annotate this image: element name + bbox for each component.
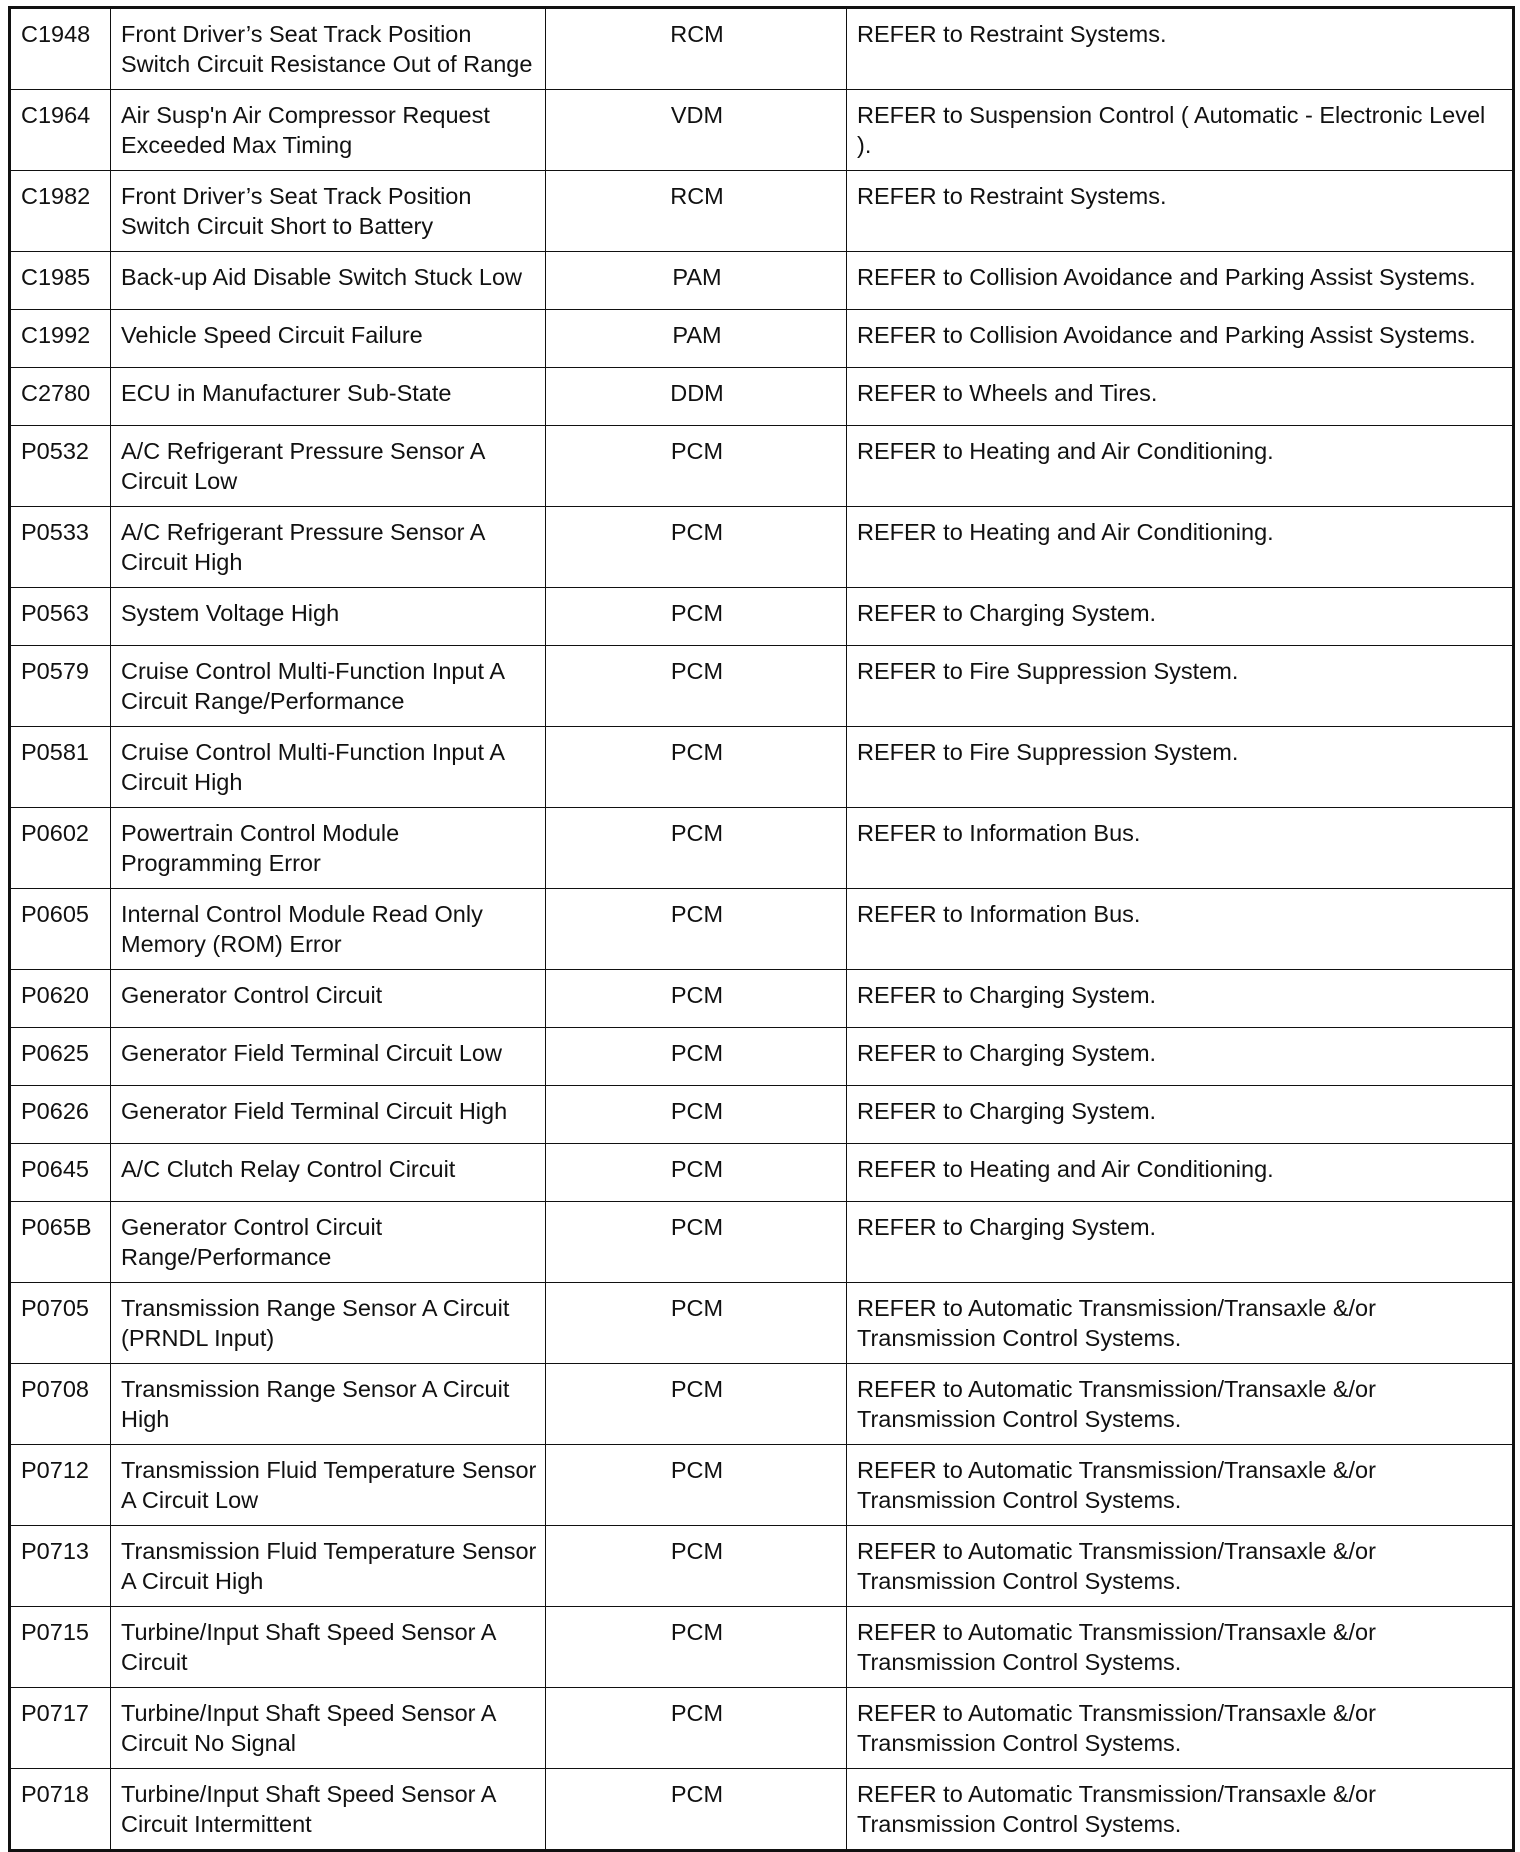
- module-cell: PCM: [546, 1364, 847, 1445]
- module-cell: PCM: [546, 1607, 847, 1688]
- module-cell: RCM: [546, 171, 847, 252]
- module-cell: PCM: [546, 1688, 847, 1769]
- table-row: [10, 171, 1514, 252]
- dtc-code-cell: P0712: [10, 1445, 111, 1526]
- dtc-code-cell: C1992: [10, 310, 111, 368]
- table-row: [10, 727, 1514, 808]
- dtc-code-cell: P0713: [10, 1526, 111, 1607]
- module-cell: PCM: [546, 426, 847, 507]
- dtc-code-cell: P0718: [10, 1769, 111, 1851]
- description-cell: Vehicle Speed Circuit Failure: [111, 310, 546, 368]
- description-cell: Back-up Aid Disable Switch Stuck Low: [111, 252, 546, 310]
- action-cell: REFER to Fire Suppression System.: [847, 727, 1514, 808]
- dtc-code-cell: P0626: [10, 1086, 111, 1144]
- module-cell: PCM: [546, 808, 847, 889]
- action-cell: REFER to Heating and Air Conditioning.: [847, 507, 1514, 588]
- module-cell: PCM: [546, 1086, 847, 1144]
- dtc-code-cell: P0532: [10, 426, 111, 507]
- table-row: [10, 970, 1514, 1028]
- dtc-code-cell: P0705: [10, 1283, 111, 1364]
- table-row: [10, 310, 1514, 368]
- table-row: [10, 1769, 1514, 1851]
- description-cell: Generator Control Circuit: [111, 970, 546, 1028]
- action-cell: REFER to Automatic Transmission/Transaxle &/or Transmission Control Systems.: [847, 1445, 1514, 1526]
- table-row: [10, 426, 1514, 507]
- dtc-code-cell: P0533: [10, 507, 111, 588]
- description-cell: Generator Control Circuit Range/Performance: [111, 1202, 546, 1283]
- description-cell: Air Susp'n Air Compressor Request Exceeded Max Timing: [111, 90, 546, 171]
- description-cell: Generator Field Terminal Circuit High: [111, 1086, 546, 1144]
- action-cell: REFER to Information Bus.: [847, 889, 1514, 970]
- table-row: [10, 889, 1514, 970]
- dtc-code-cell: P0563: [10, 588, 111, 646]
- module-cell: DDM: [546, 368, 847, 426]
- description-cell: Turbine/Input Shaft Speed Sensor A Circuit No Signal: [111, 1688, 546, 1769]
- description-cell: Turbine/Input Shaft Speed Sensor A Circuit: [111, 1607, 546, 1688]
- dtc-code-cell: P0645: [10, 1144, 111, 1202]
- description-cell: System Voltage High: [111, 588, 546, 646]
- description-cell: Cruise Control Multi-Function Input A Circuit High: [111, 727, 546, 808]
- table-row: [10, 1086, 1514, 1144]
- module-cell: PCM: [546, 1283, 847, 1364]
- dtc-code-cell: C1982: [10, 171, 111, 252]
- dtc-code-cell: P0579: [10, 646, 111, 727]
- dtc-code-cell: P0620: [10, 970, 111, 1028]
- dtc-code-cell: P0717: [10, 1688, 111, 1769]
- action-cell: REFER to Charging System.: [847, 1028, 1514, 1086]
- dtc-code-cell: C2780: [10, 368, 111, 426]
- dtc-table: [8, 6, 1515, 1852]
- description-cell: Generator Field Terminal Circuit Low: [111, 1028, 546, 1086]
- action-cell: REFER to Charging System.: [847, 1086, 1514, 1144]
- module-cell: PCM: [546, 1526, 847, 1607]
- module-cell: PAM: [546, 310, 847, 368]
- dtc-code-cell: P0708: [10, 1364, 111, 1445]
- description-cell: Transmission Range Sensor A Circuit High: [111, 1364, 546, 1445]
- action-cell: REFER to Collision Avoidance and Parking Assist Systems.: [847, 252, 1514, 310]
- action-cell: REFER to Restraint Systems.: [847, 171, 1514, 252]
- dtc-code-cell: P0625: [10, 1028, 111, 1086]
- dtc-code-cell: C1985: [10, 252, 111, 310]
- module-cell: PCM: [546, 507, 847, 588]
- description-cell: Transmission Fluid Temperature Sensor A Circuit High: [111, 1526, 546, 1607]
- description-cell: A/C Refrigerant Pressure Sensor A Circuit High: [111, 507, 546, 588]
- action-cell: REFER to Wheels and Tires.: [847, 368, 1514, 426]
- table-row: [10, 808, 1514, 889]
- description-cell: Internal Control Module Read Only Memory (ROM) Error: [111, 889, 546, 970]
- module-cell: PCM: [546, 1202, 847, 1283]
- table-row: [10, 1526, 1514, 1607]
- table-row: [10, 90, 1514, 171]
- table-row: [10, 1283, 1514, 1364]
- action-cell: REFER to Heating and Air Conditioning.: [847, 426, 1514, 507]
- action-cell: REFER to Automatic Transmission/Transaxle &/or Transmission Control Systems.: [847, 1526, 1514, 1607]
- action-cell: REFER to Fire Suppression System.: [847, 646, 1514, 727]
- module-cell: PCM: [546, 588, 847, 646]
- description-cell: Transmission Fluid Temperature Sensor A Circuit Low: [111, 1445, 546, 1526]
- action-cell: REFER to Automatic Transmission/Transaxle &/or Transmission Control Systems.: [847, 1283, 1514, 1364]
- dtc-code-cell: P0605: [10, 889, 111, 970]
- action-cell: REFER to Collision Avoidance and Parking Assist Systems.: [847, 310, 1514, 368]
- description-cell: Front Driver’s Seat Track Position Switch Circuit Short to Battery: [111, 171, 546, 252]
- action-cell: REFER to Restraint Systems.: [847, 8, 1514, 90]
- table-row: [10, 1028, 1514, 1086]
- action-cell: REFER to Charging System.: [847, 1202, 1514, 1283]
- action-cell: REFER to Suspension Control ( Automatic - Electronic Level ).: [847, 90, 1514, 171]
- dtc-code-cell: P0602: [10, 808, 111, 889]
- table-row: [10, 588, 1514, 646]
- table-row: [10, 1202, 1514, 1283]
- dtc-code-cell: P0715: [10, 1607, 111, 1688]
- description-cell: A/C Refrigerant Pressure Sensor A Circuit Low: [111, 426, 546, 507]
- dtc-code-cell: C1964: [10, 90, 111, 171]
- module-cell: PCM: [546, 646, 847, 727]
- description-cell: Front Driver’s Seat Track Position Switch Circuit Resistance Out of Range: [111, 8, 546, 90]
- table-row: [10, 1364, 1514, 1445]
- description-cell: Transmission Range Sensor A Circuit (PRNDL Input): [111, 1283, 546, 1364]
- table-row: [10, 507, 1514, 588]
- module-cell: PCM: [546, 1445, 847, 1526]
- action-cell: REFER to Automatic Transmission/Transaxle &/or Transmission Control Systems.: [847, 1688, 1514, 1769]
- table-row: [10, 1688, 1514, 1769]
- table-row: [10, 1445, 1514, 1526]
- action-cell: REFER to Charging System.: [847, 588, 1514, 646]
- dtc-code-cell: P0581: [10, 727, 111, 808]
- module-cell: PCM: [546, 1144, 847, 1202]
- module-cell: RCM: [546, 8, 847, 90]
- module-cell: PCM: [546, 727, 847, 808]
- table-row: [10, 646, 1514, 727]
- dtc-code-cell: P065B: [10, 1202, 111, 1283]
- module-cell: PCM: [546, 889, 847, 970]
- action-cell: REFER to Automatic Transmission/Transaxle &/or Transmission Control Systems.: [847, 1607, 1514, 1688]
- action-cell: REFER to Automatic Transmission/Transaxle &/or Transmission Control Systems.: [847, 1364, 1514, 1445]
- module-cell: PCM: [546, 970, 847, 1028]
- description-cell: ECU in Manufacturer Sub-State: [111, 368, 546, 426]
- description-cell: A/C Clutch Relay Control Circuit: [111, 1144, 546, 1202]
- table-row: [10, 252, 1514, 310]
- module-cell: PCM: [546, 1028, 847, 1086]
- table-row: [10, 1607, 1514, 1688]
- table-row: [10, 368, 1514, 426]
- action-cell: REFER to Charging System.: [847, 970, 1514, 1028]
- action-cell: REFER to Heating and Air Conditioning.: [847, 1144, 1514, 1202]
- module-cell: VDM: [546, 90, 847, 171]
- action-cell: REFER to Automatic Transmission/Transaxle &/or Transmission Control Systems.: [847, 1769, 1514, 1851]
- description-cell: Cruise Control Multi-Function Input A Circuit Range/Performance: [111, 646, 546, 727]
- module-cell: PCM: [546, 1769, 847, 1851]
- description-cell: Turbine/Input Shaft Speed Sensor A Circuit Intermittent: [111, 1769, 546, 1851]
- description-cell: Powertrain Control Module Programming Error: [111, 808, 546, 889]
- table-row: [10, 8, 1514, 90]
- module-cell: PAM: [546, 252, 847, 310]
- table-row: [10, 1144, 1514, 1202]
- action-cell: REFER to Information Bus.: [847, 808, 1514, 889]
- dtc-code-cell: C1948: [10, 8, 111, 90]
